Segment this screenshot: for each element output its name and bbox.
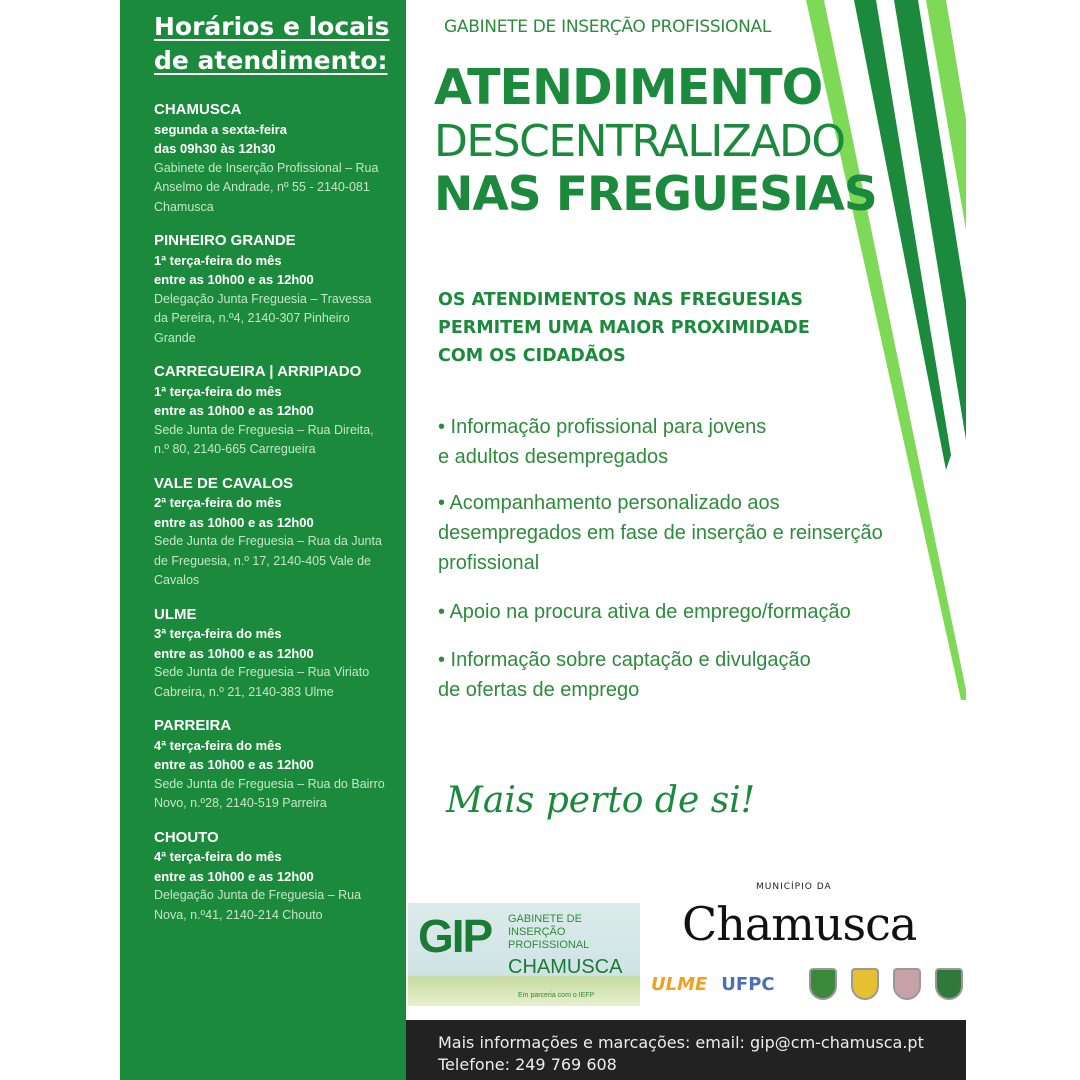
crest-icon: [935, 968, 963, 1000]
bullet-item: • Informação sobre captação e divulgação de ofertas de emprego: [438, 649, 811, 701]
ufpc-logo: UFPC: [721, 973, 775, 995]
location-entry: [154, 828, 406, 926]
location-days: segunda a sexta-feira: [154, 121, 287, 137]
gip-logo-city: CHAMUSCA: [508, 956, 623, 978]
bullet-item: • Acompanhamento personalizado aos desempregados em fase de inserção e reinserção profissional: [438, 492, 883, 574]
location-name: PINHEIRO GRANDE: [154, 232, 296, 249]
location-address: Gabinete de Inserção Profissional – Rua Anselmo de Andrade, nº 55 - 2140-081 Chamusca: [154, 160, 379, 214]
location-name: PARREIRA: [154, 717, 232, 734]
location-entry: [154, 716, 406, 814]
location-hours: entre as 10h00 e as 12h00: [154, 645, 314, 661]
location-days: 3ª terça-feira do mês: [154, 626, 282, 641]
location-hours: entre as 10h00 e as 12h00: [154, 757, 314, 772]
location-address: Sede Junta de Freguesia – Rua Direita, n.º 80, 2140-665 Carregueira: [154, 422, 374, 456]
chamusca-logo: Chamusca: [682, 897, 917, 951]
sidebar-title: Horários e locais de atendimento:: [154, 12, 390, 75]
location-hours: das 09h30 às 12h30: [154, 141, 276, 156]
gip-logo: [408, 903, 640, 1006]
location-entry: [154, 100, 406, 217]
location-address: Delegação Junta de Freguesia – Rua Nova, n.º41, 2140-214 Chouto: [154, 888, 362, 922]
location-name: CARREGUEIRA | ARRIPIADO: [154, 363, 362, 380]
location-hours: entre as 10h00 e as 12h00: [154, 868, 314, 884]
location-name: ULME: [154, 605, 197, 623]
lead-text: OS ATENDIMENTOS NAS FREGUESIAS PERMITEM UMA MAIOR PROXIMIDADE COM OS CIDADÃOS: [438, 290, 810, 366]
location-days: 4ª terça-feira do mês: [154, 849, 282, 864]
location-entry: [154, 605, 406, 703]
location-list: [154, 100, 406, 925]
location-days: 4ª terça-feira do mês: [154, 737, 282, 753]
location-name: VALE DE CAVALOS: [154, 474, 294, 492]
iefp-partner: Em parceria com o IEFP: [518, 992, 595, 999]
title-line-2: DESCENTRALIZADO: [434, 116, 845, 167]
org-name: GABINETE DE INSERÇÃO PROFISSIONAL: [444, 17, 772, 37]
location-hours: entre as 10h00 e as 12h00: [154, 272, 314, 287]
footer-phone: Telefone: 249 769 608: [438, 1055, 617, 1074]
footer-contact: Mais informações e marcações: email: gip@cm-chamusca.pt: [438, 1033, 924, 1052]
location-days: 2ª terça-feira do mês: [154, 495, 282, 510]
crest-icon: [851, 968, 879, 1000]
location-name: CHAMUSCA: [154, 101, 242, 118]
location-address: Sede Junta de Freguesia – Rua da Junta de Freguesia, n.º 17, 2140-405 Vale de Cavalos: [154, 534, 382, 587]
main-panel: [406, 0, 966, 1080]
title-line-3: NAS FREGUESIAS: [434, 167, 877, 222]
location-hours: entre as 10h00 e as 12h00: [154, 403, 314, 418]
footer: [406, 1020, 966, 1080]
crest-icon: [809, 968, 837, 1000]
slogan: Mais perto de si!: [446, 780, 756, 821]
municipio-label: MUNICÍPIO DA: [756, 882, 832, 892]
location-address: Sede Junta de Freguesia – Rua do Bairro Novo, n.º28, 2140-519 Parreira: [154, 776, 385, 810]
location-address: Sede Junta de Freguesia – Rua Viriato Cabreira, n.º 21, 2140-383 Ulme: [154, 665, 370, 699]
ulme-logo: ULME: [651, 973, 708, 995]
location-address: Delegação Junta Freguesia – Travessa da Pereira, n.º4, 2140-307 Pinheiro Grande: [154, 291, 372, 345]
location-days: 1ª terça-feira do mês: [154, 383, 282, 399]
bullet-item: • Informação profissional para jovens e adultos desempregados: [438, 416, 767, 468]
schedule-sidebar: [120, 0, 406, 1080]
location-days: 1ª terça-feira do mês: [154, 252, 282, 268]
gip-logo-sub: GABINETE DE INSERÇÃO PROFISSIONAL: [508, 913, 590, 951]
title-line-1: ATENDIMENTO: [434, 59, 823, 116]
crest-icon: [893, 968, 921, 1000]
location-entry: [154, 474, 406, 591]
location-entry: [154, 231, 406, 348]
partner-logos: [651, 968, 963, 1000]
gip-logo-text: GIP: [418, 910, 492, 962]
location-entry: [154, 362, 406, 460]
location-hours: entre as 10h00 e as 12h00: [154, 514, 314, 530]
bullet-item: • Apoio na procura ativa de emprego/formação: [438, 601, 851, 623]
location-name: CHOUTO: [154, 828, 219, 846]
